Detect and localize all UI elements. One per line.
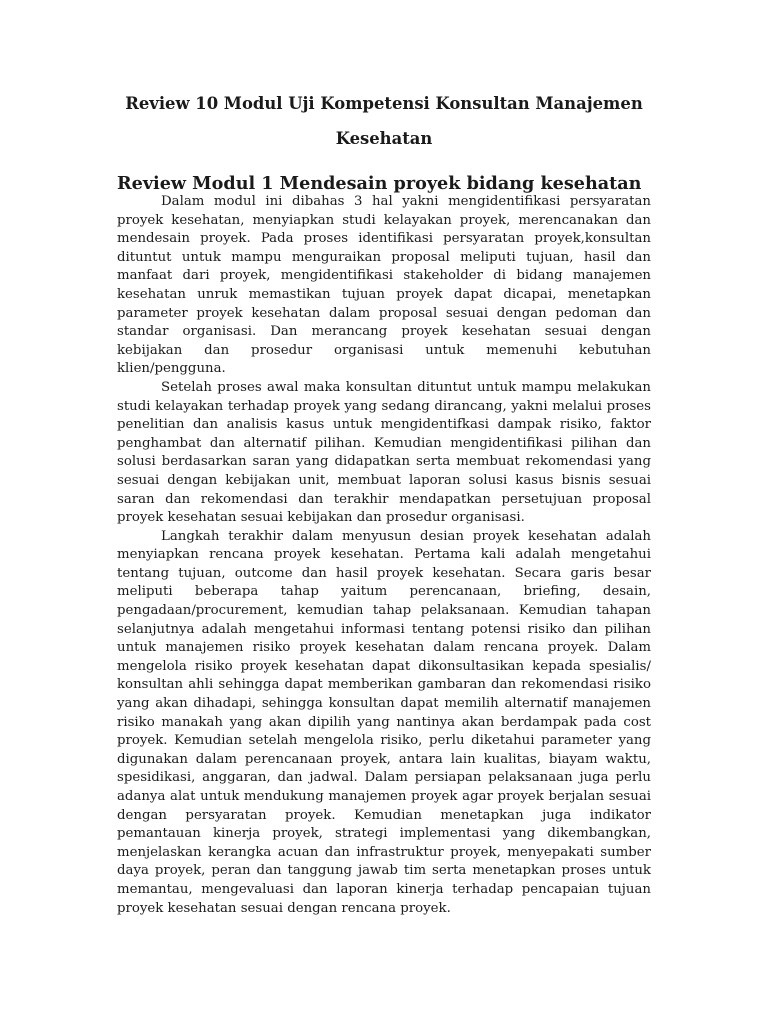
section-heading: Review Modul 1 Mendesain proyek bidang kesehatan xyxy=(117,173,642,194)
document-title: Review 10 Modul Uji Kompetensi Konsultan Manajemen Kesehatan xyxy=(125,94,643,148)
paragraph-1: Dalam modul ini dibahas 3 hal yakni mengidentifikasi persyaratan proyek kesehatan, menyiapkan studi kelayakan proyek, merencanakan dan mendesain proyek. Pada proses identifikasi persyaratan proyek,konsultan dituntut untuk mampu menguraikan proposal meliputi tujuan, hasil dan manfaat dari proyek, mengidentifikasi stakeholder di bidang manajemen kesehatan unruk memastikan tujuan proyek dapat dicapai, menetapkan parameter proyek kesehatan dalam proposal sesuai dengan pedoman dan standar organisasi. Dan merancang proyek kesehatan sesuai dengan kebijakan dan prosedur organisasi untuk memenuhi kebutuhan klien/pengguna. xyxy=(117,194,651,377)
paragraph-3: Langkah terakhir dalam menyusun desian proyek kesehatan adalah menyiapkan rencana proyek kesehatan. Pertama kali adalah mengetahui tentang tujuan, outcome dan hasil proyek kesehatan. Secara garis besar meliputi beberapa tahap yaitum perencanaan, briefing, desain, pengadaan/procurement, kemudian tahap pelaksanaan. Kemudian tahapan selanjutnya adalah mengetahui informasi tentang potensi risiko dan pilihan untuk manajemen risiko proyek kesehatan dalam rencana proyek. Dalam mengelola risiko proyek kesehatan dapat dikonsultasikan kepada spesialis/ konsultan ahli sehingga dapat memberikan gambaran dan rekomendasi risiko yang akan dihadapi, sehingga konsultan dapat memilih alternatif manajemen risiko manakah yang akan dipilih yang nantinya akan berdampak pada cost proyek. Kemudian setelah mengelola risiko, perlu diketahui parameter yang digunakan dalam perencanaan proyek, antara lain kualitas, biayam waktu, spesidikasi, anggaran, dan jadwal. Dalam persiapan pelaksanaan juga perlu adanya alat untuk mendukung manajemen proyek agar proyek berjalan sesuai dengan persyaratan proyek. Kemudian menetapkan juga indikator pemantauan kinerja proyek, strategi implementasi yang dikembangkan, menjelaskan kerangka acuan dan infrastruktur proyek, menyepakati sumber daya proyek, peran dan tanggung jawab tim serta menetapkan proses untuk memantau, mengevaluasi dan laporan kinerja terhadap pencapaian tujuan proyek kesehatan sesuai dengan rencana proyek. xyxy=(117,528,651,916)
paragraph-2: Setelah proses awal maka konsultan dituntut untuk mampu melakukan studi kelayakan terhadap proyek yang sedang dirancang, yakni melalui proses penelitian dan analisis kasus untuk mengidentifkasi dampak risiko, faktor penghambat dan alternatif pilihan. Kemudian mengidentifikasi pilihan dan solusi berdasarkan saran yang didapatkan serta membuat rekomendasi yang sesuai dengan kebijakan unit, membuat laporan solusi kasus bisnis sesuai saran dan rekomendasi dan terakhir mendapatkan persetujuan proposal proyek kesehatan sesuai kebijakan dan prosedur organisasi. xyxy=(117,379,651,526)
document-body xyxy=(117,193,651,918)
